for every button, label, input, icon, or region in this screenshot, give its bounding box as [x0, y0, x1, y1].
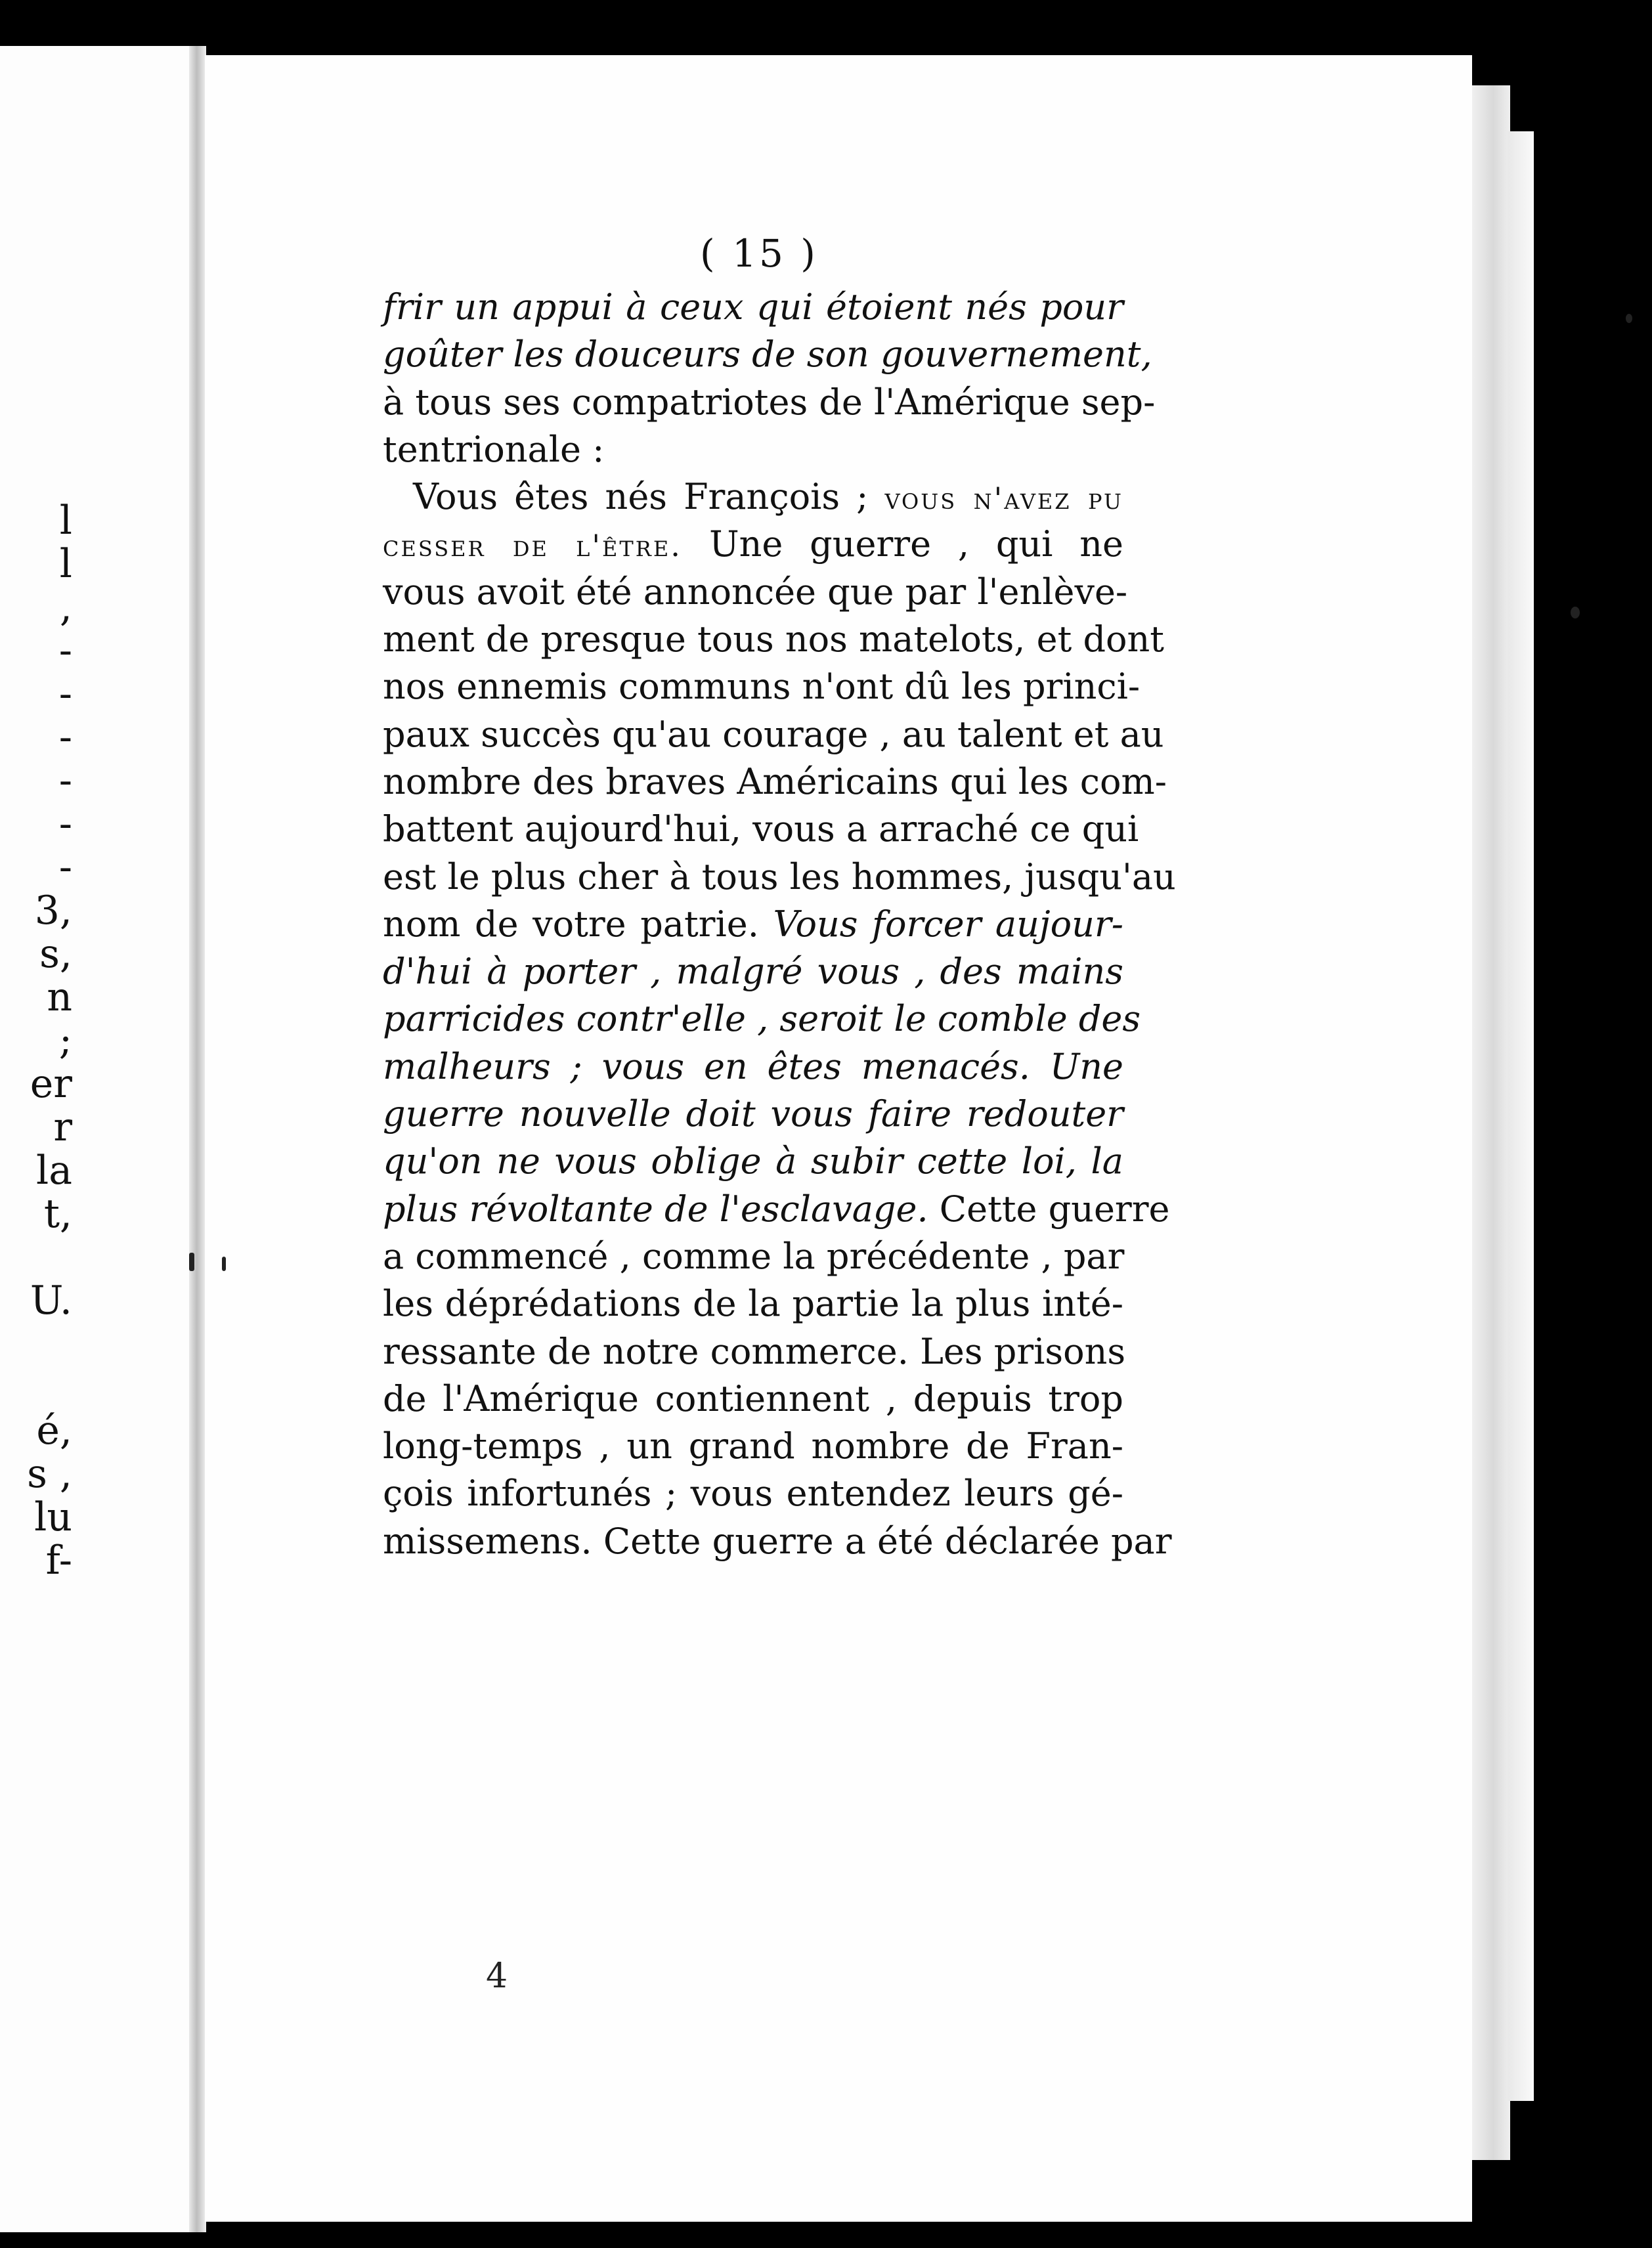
- text-segment: cesser de l'être.: [383, 528, 710, 564]
- left-fragment-line: é,: [36, 1408, 72, 1454]
- text-line: [383, 806, 1139, 853]
- text-line: [383, 948, 1123, 995]
- text-line: [383, 1470, 1123, 1517]
- text-segment: à tous ses compatriotes de l'Amérique sep-: [383, 381, 1156, 423]
- text-segment: de l'Amérique contiennent , depuis trop: [383, 1377, 1123, 1419]
- left-fragment-line: er: [30, 1061, 72, 1107]
- text-line: [383, 284, 1123, 331]
- text-line: [383, 711, 1164, 758]
- left-fragment-line: f-: [45, 1538, 72, 1584]
- left-page-text-fragment: [0, 499, 72, 1582]
- text-segment: Vous forcer aujour-: [773, 903, 1123, 945]
- left-fragment-line: lu: [34, 1494, 72, 1540]
- left-fragment-line: [0, 1366, 72, 1409]
- text-segment: vous n'avez pu: [884, 481, 1123, 517]
- left-fragment-line: l: [59, 498, 72, 544]
- text-line: [383, 379, 1156, 426]
- text-line: [383, 663, 1141, 710]
- left-fragment-line: -: [58, 801, 72, 847]
- text-line: [383, 616, 1165, 663]
- text-segment: çois infortunés ; vous entendez leurs gé-: [383, 1473, 1123, 1515]
- text-line: [383, 1043, 1123, 1091]
- book-gutter: [189, 46, 206, 2232]
- page-edge-stack: [1508, 131, 1534, 2101]
- left-fragment-line: ,: [59, 584, 72, 630]
- text-line: [383, 331, 1152, 378]
- text-line: [383, 1280, 1123, 1328]
- left-fragment-line: 3,: [34, 888, 72, 934]
- text-line: [383, 1518, 1172, 1565]
- text-segment: battent aujourd'hui, vous a arraché ce qui: [383, 808, 1139, 850]
- text-segment: ment de presque tous nos matelots, et dont: [383, 618, 1165, 660]
- text-line: [383, 1328, 1126, 1375]
- text-line: [383, 1423, 1123, 1470]
- text-line: [383, 1375, 1123, 1423]
- text-line: [383, 901, 1123, 948]
- left-facing-page: [0, 46, 197, 2232]
- text-segment: nombre des braves Américains qui les com-: [383, 760, 1167, 802]
- text-line: [383, 1186, 1170, 1233]
- text-segment: vous avoit été annoncée que par l'enlève-: [383, 571, 1128, 613]
- left-fragment-line: -: [58, 671, 72, 717]
- text-segment: plus révoltante de l'esclavage.: [383, 1188, 940, 1230]
- scan-speck: [222, 1257, 226, 1271]
- left-fragment-line: r: [53, 1104, 72, 1150]
- text-line: [383, 1091, 1123, 1138]
- text-segment: Une guerre , qui ne: [709, 523, 1124, 565]
- text-segment: nos ennemis communs n'ont dû les princi-: [383, 666, 1141, 708]
- scan-speck: [1626, 314, 1632, 323]
- page-edge-shadow: [1468, 85, 1510, 2160]
- left-fragment-line: U.: [30, 1278, 72, 1324]
- text-segment: ressante de notre commerce. Les prisons: [383, 1330, 1126, 1372]
- left-fragment-line: -: [58, 844, 72, 890]
- text-segment: paux succès qu'au courage , au talent et au: [383, 713, 1164, 755]
- signature-mark: 4: [486, 1956, 508, 1996]
- text-segment: missemens. Cette guerre a été déclarée par: [383, 1520, 1172, 1562]
- left-fragment-line: n: [47, 974, 72, 1020]
- text-segment: d'hui à porter , malgré vous , des mains: [383, 951, 1123, 993]
- text-segment: Cette guerre: [939, 1188, 1170, 1230]
- text-segment: qu'on ne vous oblige à subir cette loi, la: [383, 1140, 1123, 1182]
- left-fragment-line: la: [36, 1148, 72, 1194]
- body-text: [383, 284, 1176, 1565]
- text-line: [383, 473, 1123, 521]
- left-fragment-line: -: [58, 628, 72, 674]
- text-line: [383, 426, 1123, 473]
- text-segment: goûter les douceurs de son gouvernement,: [383, 334, 1152, 376]
- left-fragment-line: t,: [43, 1191, 72, 1237]
- scan-speck: [189, 1253, 194, 1271]
- text-segment: frir un appui à ceux qui étoient nés pour: [383, 286, 1123, 328]
- text-segment: long-temps , un grand nombre de Fran-: [383, 1425, 1123, 1467]
- left-fragment-line: -: [58, 714, 72, 760]
- text-line: [383, 521, 1123, 568]
- text-segment: parricides contr'elle , seroit le comble des: [383, 998, 1141, 1040]
- left-fragment-line: -: [58, 758, 72, 804]
- left-fragment-line: [0, 1322, 72, 1366]
- left-fragment-line: s,: [39, 931, 72, 977]
- left-fragment-line: s ,: [27, 1451, 72, 1497]
- text-segment: les déprédations de la partie la plus inté-: [383, 1283, 1123, 1325]
- text-segment: guerre nouvelle doit vous faire redouter: [383, 1093, 1123, 1135]
- text-segment: nom de votre patrie.: [383, 903, 773, 945]
- text-segment: malheurs ; vous en êtes menacés. Une: [383, 1045, 1123, 1087]
- text-line: [383, 758, 1167, 806]
- text-line: [383, 854, 1176, 901]
- left-fragment-line: [0, 1236, 72, 1279]
- text-segment: tentrionale :: [383, 428, 605, 470]
- left-fragment-line: ;: [58, 1018, 72, 1064]
- scan-speck: [1571, 607, 1580, 618]
- text-segment: est le plus cher à tous les hommes, jusqu'au: [383, 855, 1176, 897]
- text-line: [383, 1233, 1123, 1280]
- text-line: [383, 1138, 1123, 1185]
- left-fragment-line: l: [59, 541, 72, 587]
- text-segment: a commencé , comme la précédente , par: [383, 1235, 1125, 1277]
- text-line: [383, 569, 1128, 616]
- text-line: [383, 995, 1141, 1043]
- page-number: ( 15 ): [700, 231, 818, 276]
- text-segment: Vous êtes nés François ;: [413, 476, 885, 518]
